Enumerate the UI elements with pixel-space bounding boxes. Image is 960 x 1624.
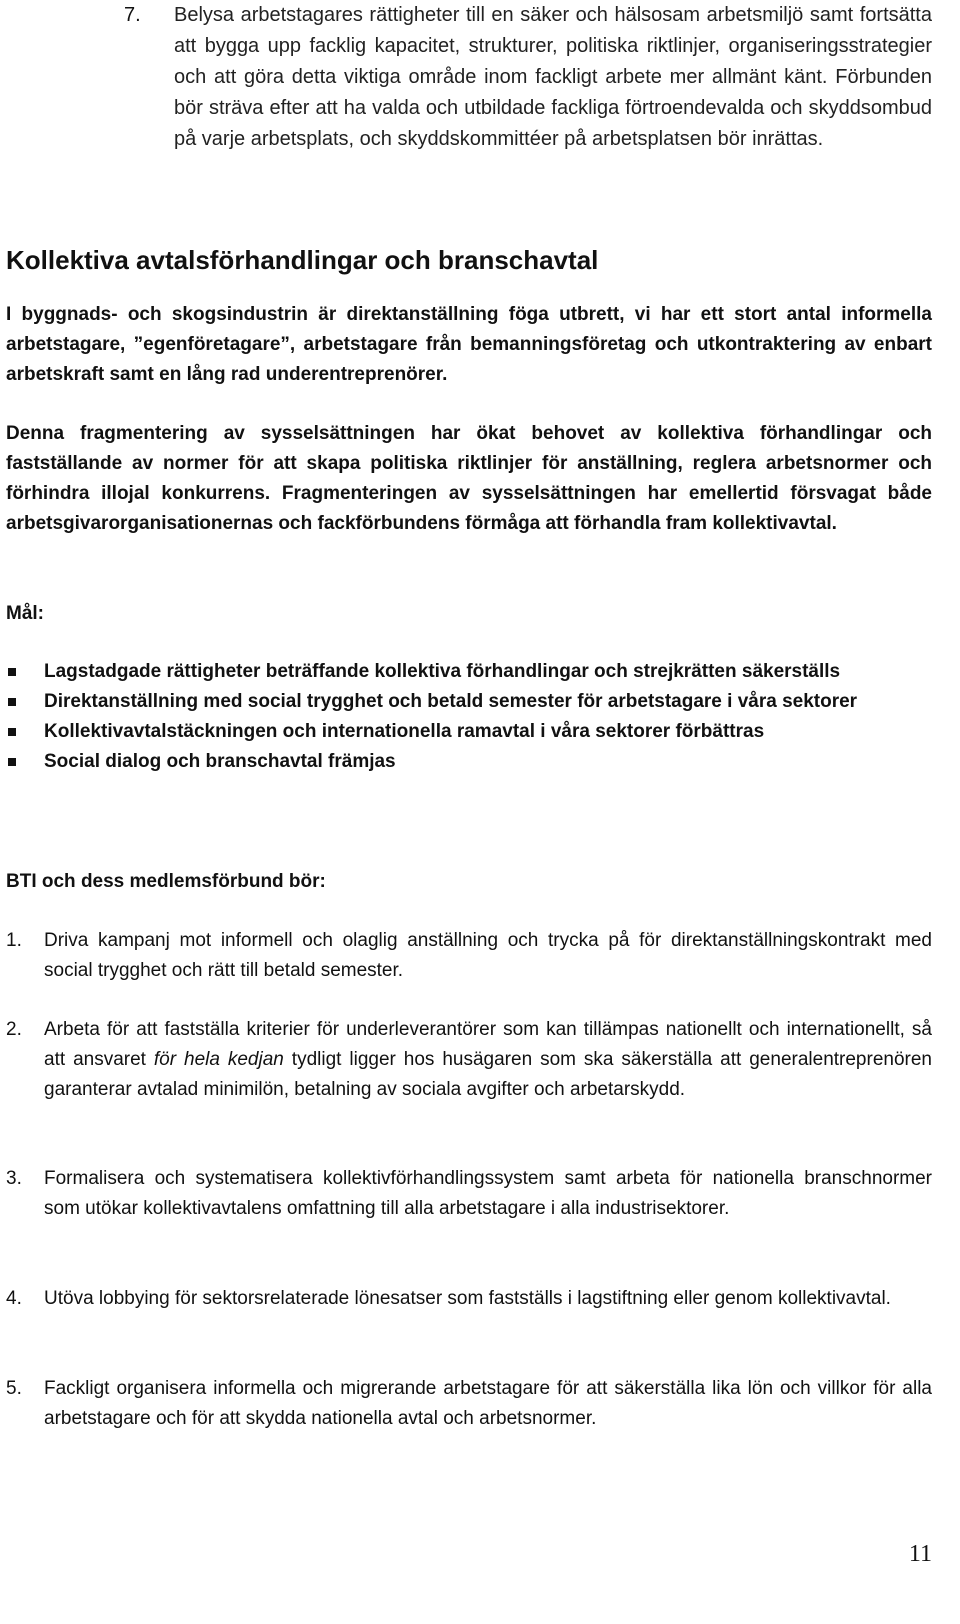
action-item-1 — [6, 926, 932, 986]
action-item-2 — [6, 1015, 932, 1105]
action-text: Utöva lobbying för sektorsrelaterade lönesatser som fastställs i lagstiftning eller genom kollektivavtal. — [44, 1288, 891, 1309]
goal-text: Lagstadgade rättigheter beträffande kollektiva förhandlingar och strejkrätten säkerställs — [44, 661, 841, 682]
action-number: 3. — [6, 1168, 22, 1189]
item-number: 7. — [124, 4, 141, 26]
action-text-start: Arbeta för att fastställa kriterier för underleverantörer som kan tillämpas nationellt och internationellt, så att ansvaret — [44, 1019, 932, 1070]
page-number: 11 — [908, 1541, 932, 1567]
goals-list — [6, 657, 932, 777]
goals-label: Mål: — [6, 603, 44, 624]
square-bullet-icon — [8, 668, 16, 676]
paragraph-fragmentation: Denna fragmentering av sysselsättningen har ökat behovet av kollektiva förhandlingar och fastställande av normer för att skapa politiska riktlinjer för anställning, reglera arbetsnormer och förhindra illojal konkurrens. Fragmenteringen av sysselsättningen har emellertid försvagat både arbetsgivarorganisationernas och fackförbundens förmåga att förhandla fram kollektivavtal. — [6, 423, 932, 534]
goal-item — [6, 657, 932, 687]
action-text: Driva kampanj mot informell och olaglig anställning och trycka på för direktanställningskontrakt med social trygghet och rätt till betald semester. — [44, 930, 932, 981]
action-item-3 — [6, 1164, 932, 1224]
paragraph-intro: I byggnads- och skogsindustrin är direktanställning föga utbrett, vi har ett stort antal informella arbetstagare, ”egenföretagare”, arbetstagare från bemanningsföretag och utkontraktering av enbart arbetskraft samt en lång rad underentreprenörer. — [6, 304, 932, 385]
action-number: 5. — [6, 1378, 22, 1399]
action-text-emphasis: för hela kedjan — [153, 1049, 284, 1070]
square-bullet-icon — [8, 758, 16, 766]
action-item-5 — [6, 1374, 932, 1434]
action-number: 1. — [6, 930, 22, 951]
square-bullet-icon — [8, 698, 16, 706]
goal-item — [6, 687, 932, 717]
goal-text: Direktanställning med social trygghet och betald semester för arbetstagare i våra sektorer — [44, 691, 858, 712]
goal-text: Social dialog och branschavtal främjas — [44, 751, 396, 772]
action-text — [44, 1015, 932, 1105]
list-item-7 — [124, 0, 932, 155]
action-text: Formalisera och systematisera kollektivförhandlingssystem samt arbeta för nationella branschnormer som utökar kollektivavtalens omfattning till alla arbetstagare i alla industrisektorer. — [44, 1168, 932, 1219]
goal-item — [6, 717, 932, 747]
item-text: Belysa arbetstagares rättigheter till en säker och hälsosam arbetsmiljö samt fortsätta att bygga upp facklig kapacitet, strukturer, politiska riktlinjer, organiseringsstrategier och att göra detta viktiga område inom fackligt arbete mer allmänt känt. Förbunden bör sträva efter att ha valda och utbildade fackliga förtroendevalda och skyddsombud på varje arbetsplats, och skyddskommittéer på arbetsplatsen bör inrättas. — [174, 4, 932, 150]
goal-item — [6, 747, 932, 777]
action-number: 2. — [6, 1019, 22, 1040]
goal-text: Kollektivavtalstäckningen och internationella ramavtal i våra sektorer förbättras — [44, 721, 765, 742]
action-number: 4. — [6, 1288, 22, 1309]
action-text: Fackligt organisera informella och migrerande arbetstagare för att säkerställa lika lön och villkor för alla arbetstagare och för att skydda nationella avtal och arbetsnormer. — [44, 1378, 932, 1429]
action-text-end: tydligt ligger hos husägaren som ska säkerställa att generalentreprenören garanterar avtalad minimilön, betalning av sociala avgifter och arbetarskydd. — [44, 1049, 932, 1100]
bti-label: BTI och dess medlemsförbund bör: — [6, 871, 326, 892]
square-bullet-icon — [8, 728, 16, 736]
action-item-4 — [6, 1284, 932, 1314]
section-heading: Kollektiva avtalsförhandlingar och branschavtal — [6, 245, 599, 275]
